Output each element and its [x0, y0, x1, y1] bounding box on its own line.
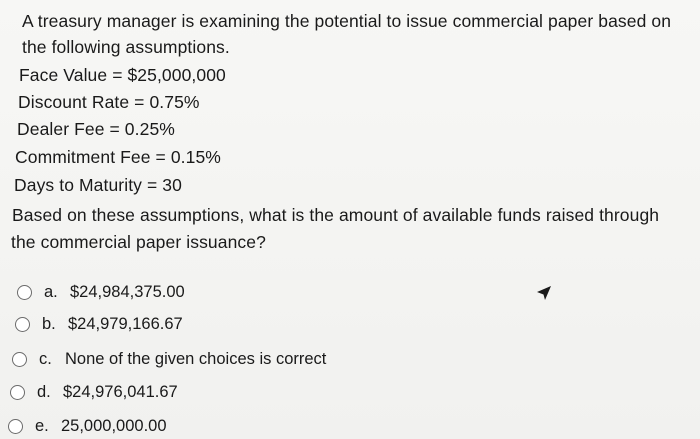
question-prompt-line-2: the commercial paper issuance? [11, 232, 266, 252]
option-text: $24,976,041.67 [63, 383, 178, 401]
question-days-to-maturity: Days to Maturity = 30 [14, 175, 182, 195]
option-text: None of the given choices is correct [65, 350, 327, 368]
option-letter: d. [37, 383, 51, 401]
question-face-value: Face Value = $25,000,000 [19, 65, 226, 85]
option-letter: a. [44, 283, 58, 301]
question-dealer-fee: Dealer Fee = 0.25% [17, 119, 175, 139]
option-b[interactable] [15, 313, 183, 335]
option-c[interactable] [12, 348, 326, 370]
question-line-2: the following assumptions. [22, 37, 230, 57]
radio-button-icon[interactable] [10, 385, 25, 400]
radio-button-icon[interactable] [8, 419, 23, 434]
question-prompt-line-1: Based on these assumptions, what is the amount of available funds raised through [12, 205, 660, 225]
option-text: $24,984,375.00 [70, 283, 185, 301]
question-line-1: A treasury manager is examining the potential to issue commercial paper based on [22, 11, 672, 31]
option-letter: e. [35, 417, 49, 435]
option-text: $24,979,166.67 [68, 315, 183, 333]
question-commitment-fee: Commitment Fee = 0.15% [15, 147, 221, 167]
question-discount-rate: Discount Rate = 0.75% [18, 92, 200, 112]
option-letter: c. [39, 350, 52, 368]
option-letter: b. [42, 315, 56, 333]
mouse-pointer-icon [536, 285, 552, 301]
option-text: 25,000,000.00 [61, 417, 167, 435]
option-e[interactable] [8, 415, 167, 437]
option-a[interactable] [17, 281, 185, 303]
radio-button-icon[interactable] [15, 317, 30, 332]
radio-button-icon[interactable] [17, 285, 32, 300]
option-d[interactable] [10, 381, 178, 403]
radio-button-icon[interactable] [12, 352, 27, 367]
